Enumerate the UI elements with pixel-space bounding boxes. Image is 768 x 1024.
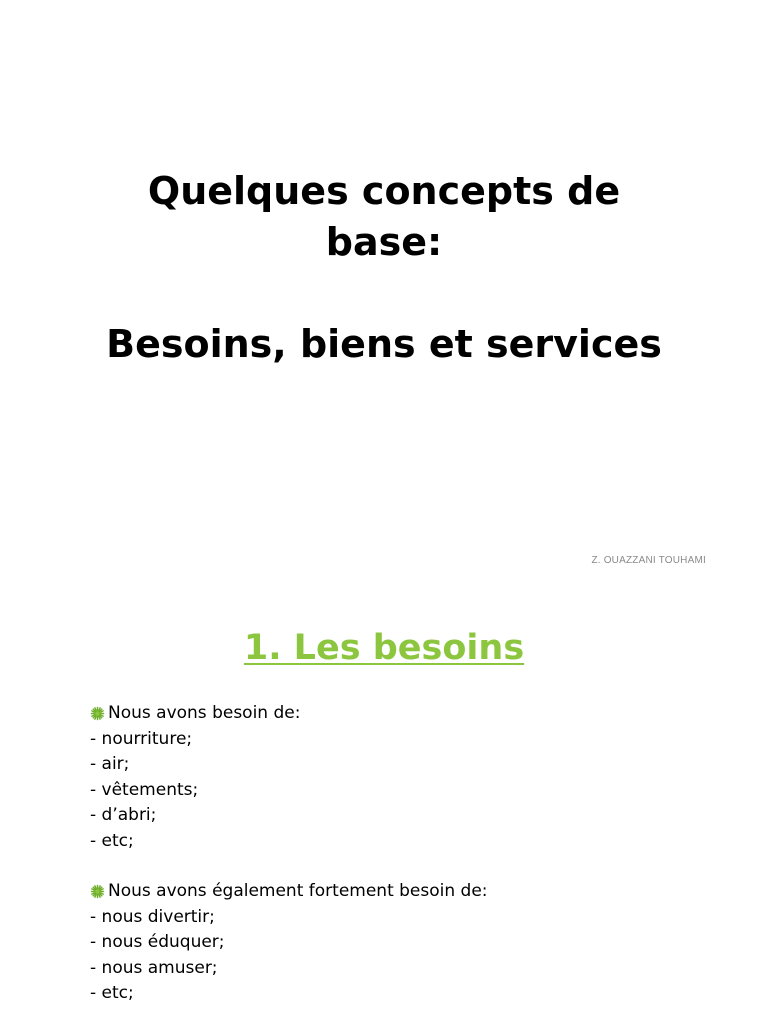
- list-item: - etc;: [90, 983, 134, 1003]
- cover-subtitle: Besoins, biens et services: [106, 322, 662, 366]
- list-item: - air;: [90, 754, 130, 774]
- author-name: Z. OUAZZANI TOUHAMI: [591, 555, 706, 566]
- section-heading: [0, 628, 768, 668]
- list-item: - nourriture;: [90, 728, 193, 749]
- needs-group-leisure: [90, 879, 488, 1007]
- green-starburst-icon: [90, 884, 105, 899]
- list-item: - etc;: [90, 830, 134, 851]
- list-item: - nous divertir;: [90, 906, 215, 927]
- cover-title-line-1: Quelques concepts de: [147, 169, 621, 213]
- bullet-line: [90, 701, 300, 727]
- list-item: - vêtements;: [90, 779, 199, 800]
- section-heading-text: 1. Les besoins: [243, 628, 525, 668]
- bullet-line: [90, 879, 488, 905]
- green-starburst-icon: [90, 706, 105, 721]
- besoins-slide: [0, 590, 768, 1024]
- needs-group-basic: [90, 701, 300, 854]
- list-item: - d’abri;: [90, 805, 157, 825]
- list-item: - nous éduquer;: [90, 932, 225, 952]
- cover-title-line-2: base:: [325, 220, 443, 264]
- list-item: - nous amuser;: [90, 957, 218, 978]
- group-intro: Nous avons également fortement besoin de:: [108, 881, 488, 901]
- group-intro: Nous avons besoin de:: [108, 703, 301, 723]
